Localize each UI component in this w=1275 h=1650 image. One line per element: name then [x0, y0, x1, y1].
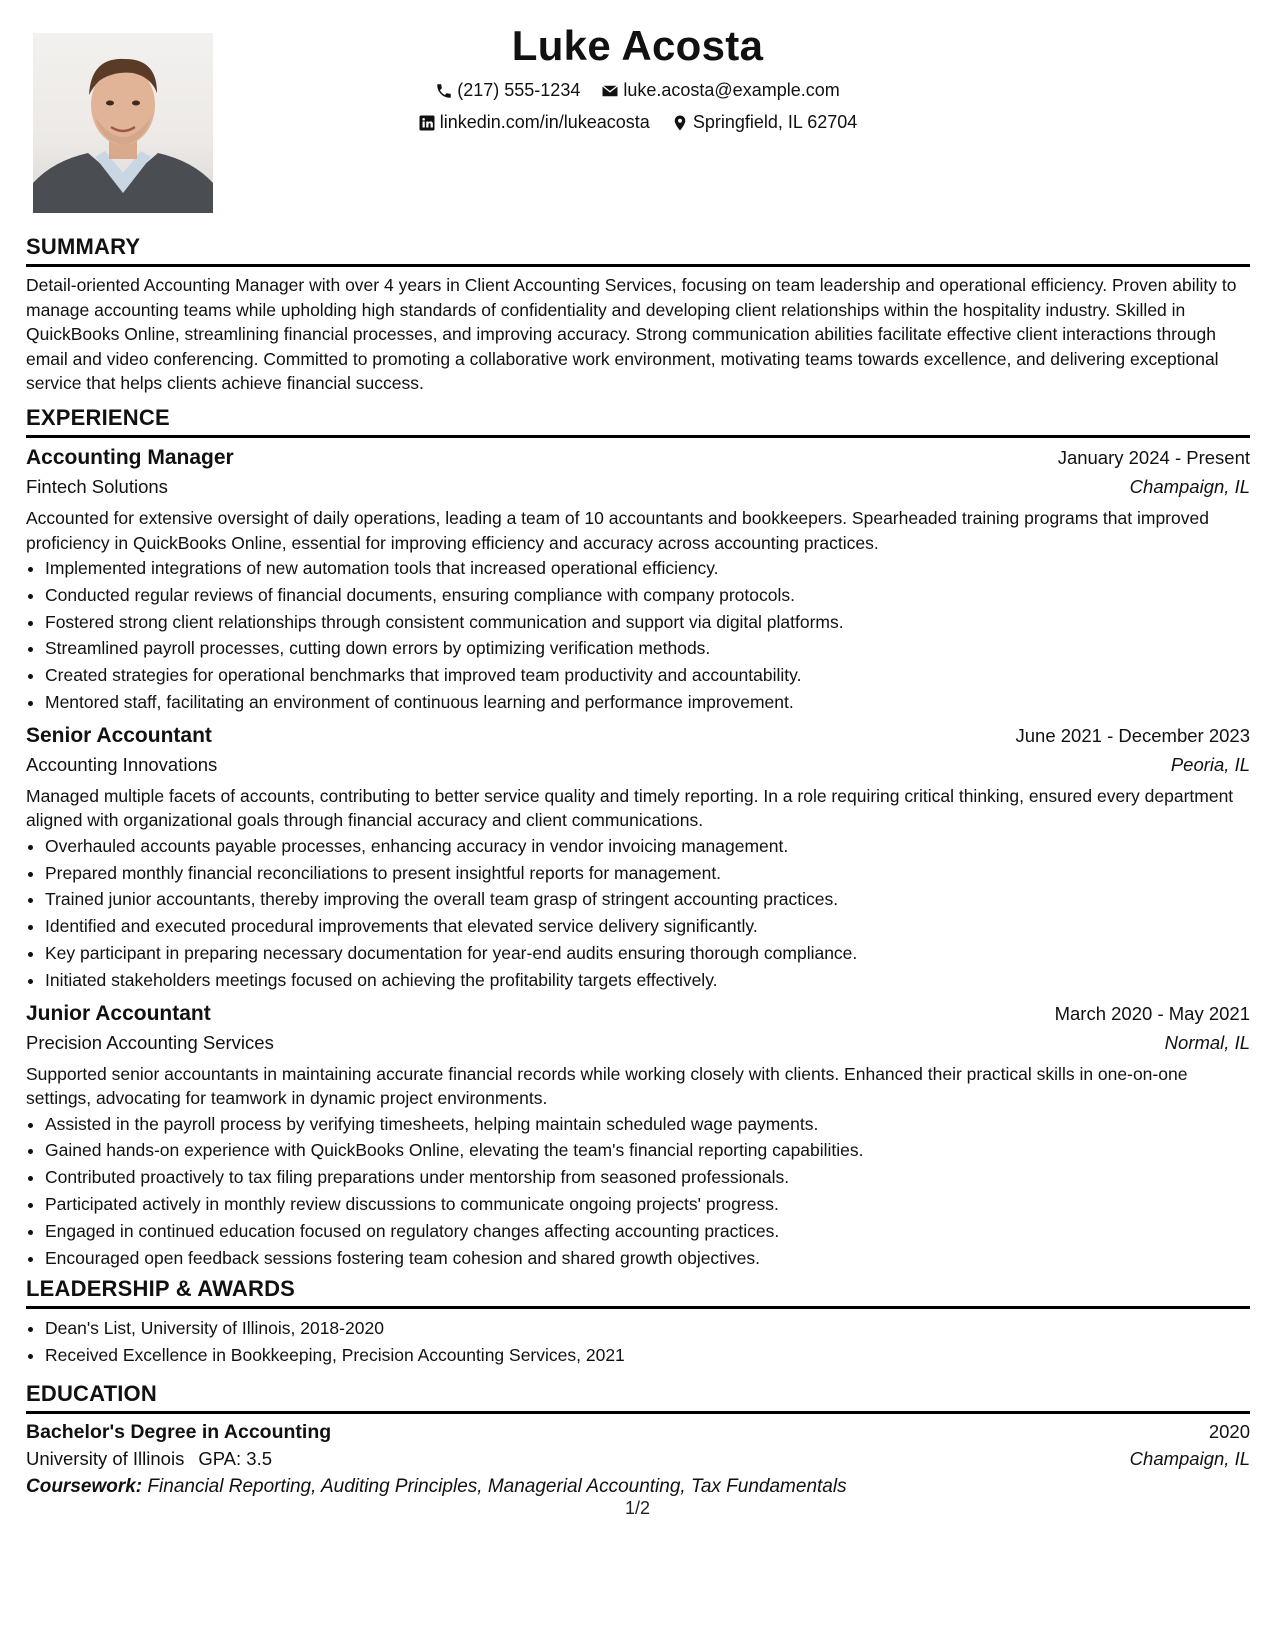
phone-number: (217) 555-1234: [457, 80, 581, 100]
job-bullets: [26, 833, 1250, 994]
job-subheader: [26, 754, 1250, 776]
section-title: SUMMARY: [26, 234, 1250, 267]
list-item: • Streamlined payroll processes, cutting down errors by optimizing verification methods.: [45, 635, 1250, 662]
job-bullets: [26, 1111, 1250, 1272]
list-item: • Overhauled accounts payable processes, enhancing accuracy in vendor invoicing management.: [45, 833, 1250, 860]
job-bullets: [26, 555, 1250, 716]
experience-section: [26, 405, 1250, 1271]
degree-name: Bachelor's Degree in Accounting: [26, 1421, 332, 1443]
page-number: 1/2: [624, 1498, 651, 1518]
list-item: • Identified and executed procedural improvements that elevated service delivery significantly.: [45, 913, 1250, 940]
linkedin-url: linkedin.com/in/lukeacosta: [439, 112, 650, 132]
job-location: Normal, IL: [1164, 1031, 1250, 1053]
job-description: Accounted for extensive oversight of daily operations, leading a team of 10 accountants and bookkeepers. Spearheaded training programs that improved proficiency in QuickBooks Online, essential for improving efficiency and accuracy across accounting practices.: [26, 508, 1209, 553]
coursework-label: Coursework:: [26, 1476, 143, 1497]
map-pin-icon: [671, 114, 689, 132]
list-item: • Dean's List, University of Illinois, 2018-2020: [45, 1315, 1250, 1342]
job-entry: [26, 724, 1250, 994]
awards-section: [26, 1276, 1250, 1369]
location-text: Springfield, IL 62704: [692, 112, 858, 132]
awards-list: [26, 1315, 1250, 1369]
job-title: Senior Accountant: [26, 723, 212, 747]
linkedin-contact[interactable]: [418, 112, 650, 133]
job-title: Junior Accountant: [26, 1001, 211, 1025]
coursework-list: Financial Reporting, Auditing Principles, Managerial Accounting, Tax Fundamentals: [147, 1476, 847, 1497]
list-item: • Engaged in continued education focused on regulatory changes affecting accounting practices.: [45, 1218, 1250, 1245]
list-item: • Key participant in preparing necessary documentation for year-end audits ensuring thorough compliance.: [45, 940, 1250, 967]
list-item: • Gained hands-on experience with QuickBooks Online, elevating the team's financial reporting capabilities.: [45, 1137, 1250, 1164]
job-subheader: [26, 476, 1250, 498]
section-title: LEADERSHIP & AWARDS: [26, 1276, 1250, 1309]
graduation-year: 2020: [1208, 1421, 1250, 1442]
linkedin-icon: [418, 114, 436, 132]
job-location: Peoria, IL: [1170, 753, 1250, 775]
job-entry: [26, 1002, 1250, 1272]
contact-line-2: [0, 112, 1275, 137]
job-company: Precision Accounting Services: [26, 1031, 274, 1053]
list-item: • Created strategies for operational benchmarks that improved team productivity and accountability.: [45, 662, 1250, 689]
contact-line-1: [0, 80, 1275, 105]
education-header: [26, 1421, 1250, 1444]
job-description: Supported senior accountants in maintaining accurate financial records while working closely with clients. Enhanced their practical skills in one-on-one settings, advocating for teamwork in dynamic project environments.: [26, 1063, 1188, 1109]
job-title: Accounting Manager: [26, 446, 234, 469]
list-item: • Trained junior accountants, thereby improving the overall team grasp of stringent accounting practices.: [45, 886, 1250, 913]
phone-contact[interactable]: [435, 80, 580, 101]
job-subheader: [26, 1032, 1250, 1054]
job-company: Accounting Innovations: [26, 753, 218, 775]
email-contact[interactable]: [601, 80, 839, 101]
school-name: University of Illinois: [26, 1448, 185, 1469]
school-line: [26, 1448, 272, 1470]
education-subheader: [26, 1448, 1250, 1470]
gpa: GPA: 3.5: [198, 1448, 273, 1469]
list-item: • Prepared monthly financial reconciliations to present insightful reports for management.: [45, 860, 1250, 887]
list-item: • Encouraged open feedback sessions fostering team cohesion and shared growth objectives.: [45, 1245, 1250, 1272]
phone-icon: [435, 82, 453, 100]
summary-text: Detail-oriented Accounting Manager with over 4 years in Client Accounting Services, focusing on team leadership and operational efficiency. Proven ability to manage accounting teams while upholding high standards of confidentiality and developing client relationships within the hospitality industry. Skilled in QuickBooks Online, streamlining financial processes, and improving accuracy. Strong communication abilities facilitate effective client interactions through email and video conferencing. Committed to promoting a collaborative work environment, motivating teams towards excellence, and delivering exceptional service that helps clients achieve financial success.: [26, 275, 1237, 393]
candidate-name: Luke Acosta: [511, 22, 764, 69]
list-item: • Implemented integrations of new automation tools that increased operational efficiency.: [45, 555, 1250, 582]
job-header: [26, 1002, 1250, 1026]
list-item: • Conducted regular reviews of financial documents, ensuring compliance with company protocols.: [45, 582, 1250, 609]
job-header: [26, 724, 1250, 748]
summary-section: [26, 234, 1250, 396]
list-item: • Initiated stakeholders meetings focused on achieving the profitability targets effectively.: [45, 967, 1250, 994]
job-dates: March 2020 - May 2021: [1054, 1002, 1250, 1024]
section-title: EDUCATION: [26, 1381, 1250, 1414]
coursework-line: [26, 1476, 1250, 1498]
job-dates: January 2024 - Present: [1057, 447, 1250, 468]
education-section: [26, 1381, 1250, 1498]
school-location: Champaign, IL: [1129, 1448, 1250, 1469]
envelope-icon: [601, 82, 619, 100]
section-title: EXPERIENCE: [26, 405, 1250, 438]
job-company: Fintech Solutions: [26, 476, 168, 497]
email-address: luke.acosta@example.com: [623, 80, 840, 100]
list-item: • Fostered strong client relationships through consistent communication and support via digital platforms.: [45, 609, 1250, 636]
job-entry: [26, 446, 1250, 716]
list-item: • Received Excellence in Bookkeeping, Precision Accounting Services, 2021: [45, 1342, 1250, 1369]
job-description: Managed multiple facets of accounts, contributing to better service quality and timely reporting. In a role requiring critical thinking, ensured every department aligned with organizational goals through financial accuracy and client communications.: [26, 785, 1234, 831]
job-header: [26, 446, 1250, 470]
list-item: • Participated actively in monthly review discussions to communicate ongoing projects' progress.: [45, 1191, 1250, 1218]
list-item: • Contributed proactively to tax filing preparations under mentorship from seasoned professionals.: [45, 1164, 1250, 1191]
location-contact: [671, 112, 857, 133]
list-item: • Assisted in the payroll process by verifying timesheets, helping maintain scheduled wage payments.: [45, 1111, 1250, 1138]
job-location: Champaign, IL: [1129, 476, 1250, 497]
job-dates: June 2021 - December 2023: [1015, 724, 1250, 746]
list-item: • Mentored staff, facilitating an environment of continuous learning and performance improvement.: [45, 689, 1250, 716]
